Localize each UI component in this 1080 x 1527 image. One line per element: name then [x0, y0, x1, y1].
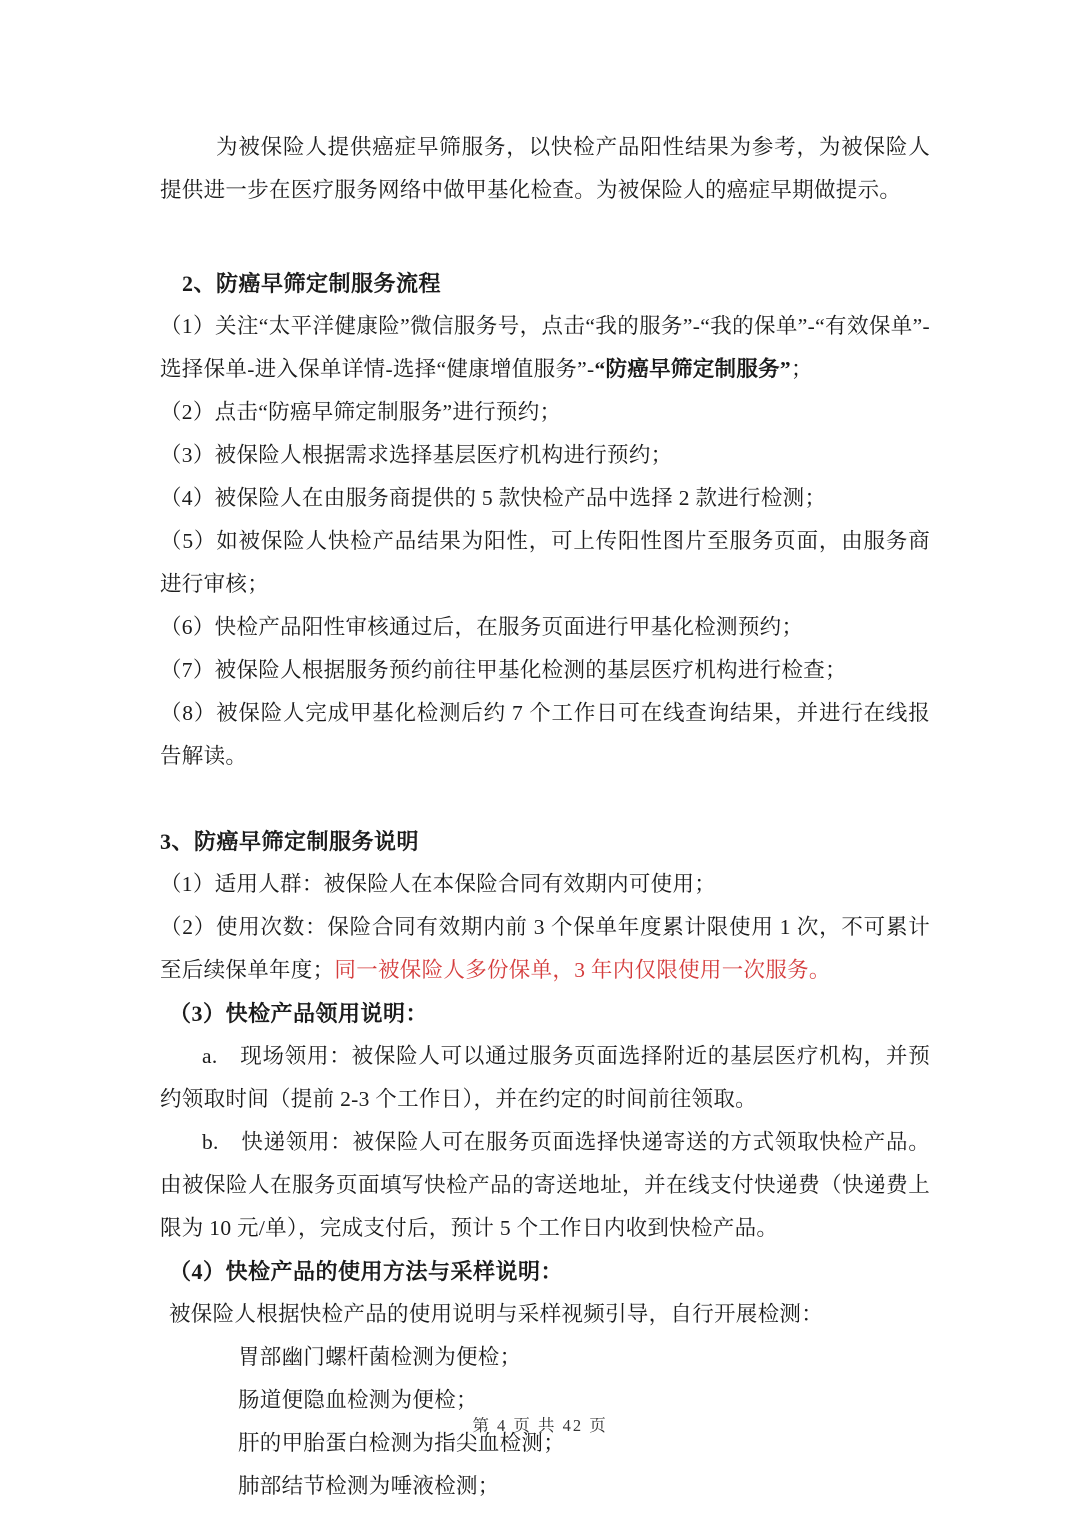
section-desc-heading: 3、防癌早筛定制服务说明: [160, 829, 420, 854]
flow-step-1-bold-service-name: “防癌早筛定制服务”: [594, 357, 791, 381]
desc-item-2-text: （2）使用次数：保险合同有效期内前 3 个保单年度累计限使用 1 次，不可累计至后续保单年度；: [160, 915, 930, 982]
section-flow-heading: 2、防癌早筛定制服务流程: [182, 271, 442, 296]
flow-step-6: （6）快检产品阳性审核通过后，在服务页面进行甲基化检测预约；: [160, 615, 804, 639]
desc-item-1: （1）适用人群：被保险人在本保险合同有效期内可使用；: [160, 872, 717, 896]
flow-step-5: （5）如被保险人快检产品结果为阳性，可上传阳性图片至服务页面，由服务商进行审核；: [160, 529, 930, 596]
test-item-liver: 肝的甲胎蛋白检测为指尖血检测；: [238, 1431, 566, 1455]
flow-step-1-text: （1）关注“太平洋健康险”微信服务号，点击“我的服务”-“我的保单”-“有效保单”-选择保单-进入保单详情-选择“健康增值服务”-: [160, 314, 930, 381]
flow-step-1: [160, 305, 930, 391]
desc-item-2: [160, 906, 930, 992]
desc-item-4-heading: （4）快检产品的使用方法与采样说明：: [169, 1259, 564, 1284]
desc-item-3b: b. 快递领用：被保险人可在服务页面选择快递寄送的方式领取快检产品。由被保险人在服务页面填写快检产品的寄送地址，并在线支付快递费（快递费上限为 10 元/单），完成支付后，预计 5 个工作日内收到快检产品。: [160, 1130, 930, 1240]
page-number-footer: 第 4 页 共 42 页: [472, 1416, 608, 1435]
flow-step-4: （4）被保险人在由服务商提供的 5 款快检产品中选择 2 款进行检测；: [160, 486, 827, 510]
flow-step-2: （2）点击“防癌早筛定制服务”进行预约；: [160, 400, 562, 424]
flow-step-8: （8）被保险人完成甲基化检测后约 7 个工作日可在线查询结果，并进行在线报告解读。: [160, 701, 930, 768]
desc-item-2-red-note: 同一被保险人多份保单，3 年内仅限使用一次服务。: [334, 958, 831, 982]
test-item-intestine: 肠道便隐血检测为便检；: [238, 1388, 478, 1412]
desc-item-4-lead: 被保险人根据快检产品的使用说明与采样视频引导，自行开展检测：: [169, 1302, 824, 1326]
test-item-stomach: 胃部幽门螺杆菌检测为便检；: [238, 1345, 522, 1369]
flow-step-3: （3）被保险人根据需求选择基层医疗机构进行预约；: [160, 443, 673, 467]
flow-step-1-tail: ；: [790, 357, 813, 381]
desc-item-3-heading: （3）快检产品领用说明：: [169, 1001, 429, 1026]
test-item-lung: 肺部结节检测为唾液检测；: [238, 1474, 500, 1498]
desc-item-3a: a. 现场领用：被保险人可以通过服务页面选择附近的基层医疗机构，并预约领取时间（提前 2-3 个工作日），并在约定的时间前往领取。: [160, 1044, 930, 1111]
flow-step-7: （7）被保险人根据服务预约前往甲基化检测的基层医疗机构进行检查；: [160, 658, 847, 682]
intro-paragraph: 为被保险人提供癌症早筛服务，以快检产品阳性结果为参考，为被保险人提供进一步在医疗服务网络中做甲基化检查。为被保险人的癌症早期做提示。: [160, 135, 930, 202]
